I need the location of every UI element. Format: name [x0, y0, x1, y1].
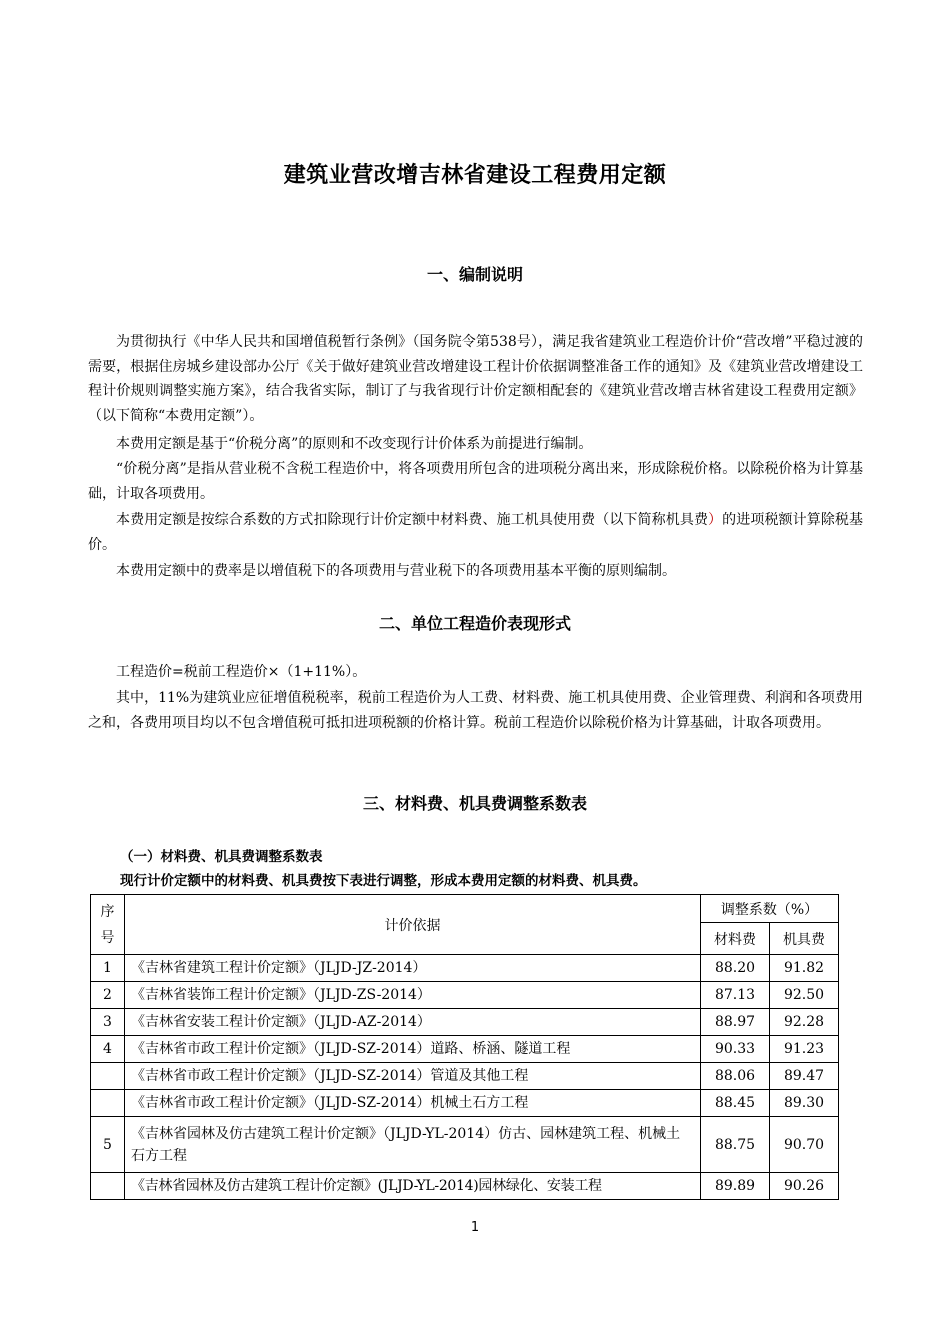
page-number: 1 — [470, 1220, 480, 1235]
paragraph-4-text-a: 本费用定额是按综合系数的方式扣除现行计价定额中材料费、施工机具使用费（以下简称机具费 — [116, 512, 709, 528]
section1-paragraph-2: 本费用定额是基于“价税分离”的原则和不改变现行计价体系为前提进行编制。 — [116, 436, 593, 452]
row-machine: 89.47 — [770, 1063, 839, 1090]
row-no: 1 — [91, 955, 125, 982]
section1-paragraph-1: 为贯彻执行《中华人民共和国增值税暂行条例》（国务院令第538号），满足我省建筑业工程造价计价“营改增”平稳过渡的需要，根据住房城乡建设部办公厅《关于做好建筑业营改增建设工程计价依据调整准备工作的通知》及《建筑业营改增建设工程计价规则调整实施方案》，结合我省实际，制订了与我省现行计价定额相配套的《建筑业营改增吉林省建设工程费用定额》（以下简称“本费用定额”）。 — [88, 334, 863, 424]
row-machine: 90.70 — [770, 1117, 839, 1173]
row-no — [91, 1090, 125, 1117]
row-basis: 《吉林省装饰工程计价定额》（JLJD-ZS-2014） — [125, 982, 701, 1009]
table-row — [91, 1036, 839, 1063]
row-no: 4 — [91, 1036, 125, 1063]
section2-paragraph-2: 其中，11%为建筑业应征增值税税率，税前工程造价为人工费、材料费、施工机具使用费、企业管理费、利润和各项费用之和，各费用项目均以不包含增值税可抵扣进项税额的价格计算。税前工程造价以除税价格为计算基础，计取各项费用。 — [88, 690, 863, 731]
row-material: 88.45 — [701, 1090, 770, 1117]
row-material: 88.97 — [701, 1009, 770, 1036]
table-row — [91, 955, 839, 982]
row-basis: 《吉林省建筑工程计价定额》（JLJD-JZ-2014） — [125, 955, 701, 982]
table-row — [91, 1090, 839, 1117]
paragraph-4-text-c: 的进项税额计算除税基价。 — [88, 512, 864, 553]
row-no: 3 — [91, 1009, 125, 1036]
row-machine: 91.82 — [770, 955, 839, 982]
row-machine: 89.30 — [770, 1090, 839, 1117]
section1-paragraph-4 — [88, 508, 863, 557]
table-row — [91, 1009, 839, 1036]
row-basis: 《吉林省市政工程计价定额》（JLJD-SZ-2014）管道及其他工程 — [125, 1063, 701, 1090]
header-material: 材料费 — [701, 923, 770, 955]
row-machine: 92.50 — [770, 982, 839, 1009]
header-coefficient: 调整系数（%） — [701, 895, 839, 923]
row-material: 88.75 — [701, 1117, 770, 1173]
row-basis: 《吉林省市政工程计价定额》（JLJD-SZ-2014）道路、桥涵、隧道工程 — [125, 1036, 701, 1063]
coefficient-table — [90, 894, 839, 1200]
row-material: 87.13 — [701, 982, 770, 1009]
row-material: 89.89 — [701, 1173, 770, 1200]
section1-heading: 一、编制说明 — [426, 265, 523, 284]
row-machine: 91.23 — [770, 1036, 839, 1063]
paragraph-4-red-paren: ） — [708, 512, 723, 528]
document-title: 建筑业营改增吉林省建设工程费用定额 — [283, 163, 667, 188]
table-row — [91, 982, 839, 1009]
header-no: 序号 — [91, 895, 125, 955]
header-machine: 机具费 — [770, 923, 839, 955]
section1-paragraph-5: 本费用定额中的费率是以增值税下的各项费用与营业税下的各项费用基本平衡的原则编制。 — [116, 563, 676, 579]
section1-paragraph-3: “价税分离”是指从营业税不含税工程造价中，将各项费用所包含的进项税分离出来，形成除税价格。以除税价格为计算基础，计取各项费用。 — [88, 461, 863, 502]
row-basis: 《吉林省市政工程计价定额》（JLJD-SZ-2014）机械土石方工程 — [125, 1090, 701, 1117]
row-material: 88.20 — [701, 955, 770, 982]
section2-paragraph-1: 工程造价=税前工程造价×（1+11%）。 — [116, 664, 367, 680]
table-row — [91, 1063, 839, 1090]
row-no — [91, 1063, 125, 1090]
row-machine: 92.28 — [770, 1009, 839, 1036]
row-basis: 《吉林省园林及仿古建筑工程计价定额》(JLJD-YL-2014)园林绿化、安装工程 — [125, 1173, 701, 1200]
table-row — [91, 1117, 839, 1173]
row-basis: 《吉林省安装工程计价定额》（JLJD-AZ-2014） — [125, 1009, 701, 1036]
row-machine: 90.26 — [770, 1173, 839, 1200]
table-row — [91, 1173, 839, 1200]
row-no: 2 — [91, 982, 125, 1009]
row-no: 5 — [91, 1117, 125, 1173]
section3-subheading: （一）材料费、机具费调整系数表 — [120, 849, 323, 865]
row-basis: 《吉林省园林及仿古建筑工程计价定额》（JLJD-YL-2014）仿古、园林建筑工程、机械土石方工程 — [125, 1117, 701, 1173]
section3-heading: 三、材料费、机具费调整系数表 — [362, 794, 587, 813]
row-no — [91, 1173, 125, 1200]
header-basis: 计价依据 — [125, 895, 701, 955]
section3-intro: 现行计价定额中的材料费、机具费按下表进行调整，形成本费用定额的材料费、机具费。 — [120, 873, 647, 889]
section2-heading: 二、单位工程造价表现形式 — [378, 614, 571, 633]
row-material: 88.06 — [701, 1063, 770, 1090]
row-material: 90.33 — [701, 1036, 770, 1063]
